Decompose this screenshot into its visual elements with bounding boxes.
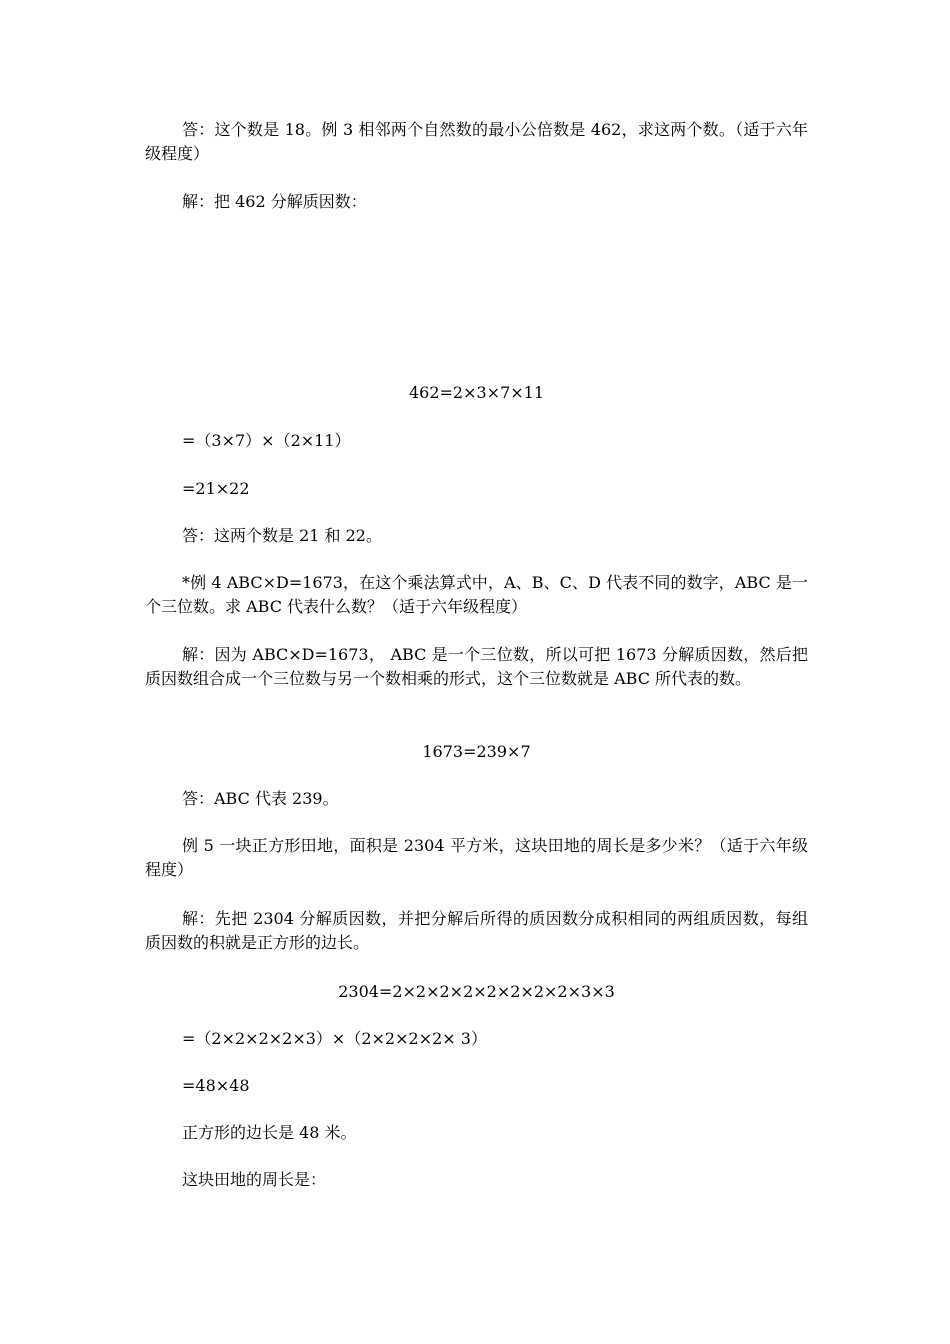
paragraph-example3-answer: 答：这个数是 18。例 3 相邻两个自然数的最小公倍数是 462，求这两个数。（适于六年级程度） xyxy=(145,120,808,163)
paragraph-example4-solution: 解：因为 ABC×D=1673， ABC 是一个三位数，所以可把 1673 分解质因数，然后把质因数组合成一个三位数与另一个数相乘的形式，这个三位数就是 ABC 所代表的数。 xyxy=(145,645,808,688)
paragraph-example5-solution: 解：先把 2304 分解质因数，并把分解后所得的质因数分成积相同的两组质因数，每组质因数的积就是正方形的边长。 xyxy=(145,909,808,952)
paragraph-example3-final-answer: 答：这两个数是 21 和 22。 xyxy=(182,526,382,545)
equation-result: =21×22 xyxy=(182,479,250,498)
paragraph-example5-question: 例 5 一块正方形田地，面积是 2304 平方米，这块田地的周长是多少米？（适于六年级程度） xyxy=(145,836,808,879)
equation-2304-factorization: 2304=2×2×2×2×2×2×2×2×3×3 xyxy=(338,982,615,1001)
paragraph-example4-answer: 答：ABC 代表 239。 xyxy=(182,789,339,808)
equation-grouping: =（3×7）×（2×11） xyxy=(182,431,351,450)
paragraph-example3-solution: 解：把 462 分解质因数： xyxy=(182,192,367,211)
equation-2304-grouping: =（2×2×2×2×3）×（2×2×2×2× 3） xyxy=(182,1029,487,1048)
paragraph-perimeter: 这块田地的周长是： xyxy=(182,1170,327,1189)
paragraph-example4-question: *例 4 ABC×D=1673，在这个乘法算式中，A、B、C、D 代表不同的数字，ABC 是一个三位数。求 ABC 代表什么数？（适于六年级程度） xyxy=(145,573,808,616)
paragraph-side-length: 正方形的边长是 48 米。 xyxy=(182,1123,357,1142)
equation-462-factorization: 462=2×3×7×11 xyxy=(408,383,545,402)
equation-2304-result: =48×48 xyxy=(182,1076,250,1095)
equation-1673-factorization: 1673=239×7 xyxy=(422,742,531,761)
